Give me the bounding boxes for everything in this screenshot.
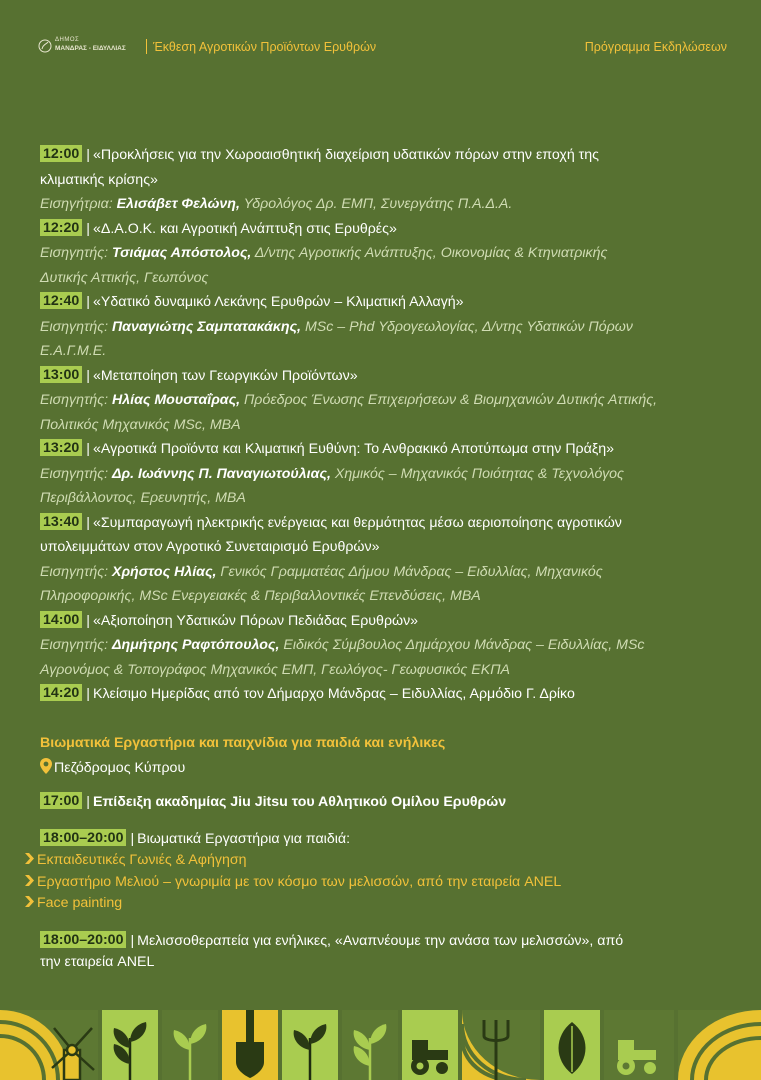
shovel-icon — [222, 1010, 278, 1080]
chevron-right-icon — [24, 853, 34, 864]
schedule-item — [40, 364, 740, 438]
schedule-title-line — [40, 511, 740, 536]
list-item-text: Face painting — [37, 895, 123, 911]
talk-title: «Δ.Α.Ο.Κ. και Αγροτική Ανάπτυξη στις Ερυθρές» — [92, 220, 397, 237]
speaker-desc-cont: Πληροφορικής, MSc Ενεργειακές & Περιβαλλοντικές Επενδύσεις, MBA — [40, 588, 481, 604]
schedule-item — [40, 609, 740, 683]
schedule-title-line — [40, 217, 740, 242]
speaker-label: Εισηγητής: — [40, 245, 109, 261]
talk-title: «Αξιοποίηση Υδατικών Πόρων Πεδιάδας Ερυθρών» — [92, 612, 419, 629]
speaker-label: Εισηγητής: — [40, 465, 109, 482]
schedule-item — [40, 511, 740, 609]
time-badge: 14:20 — [40, 684, 82, 701]
speaker-desc-cont: Αγρονόμος & Τοπογράφος Μηχανικός ΕΜΠ, Γεωλόγος- Γεωφυσικός ΕΚΠΑ — [40, 661, 510, 678]
time-badge: 14:00 — [40, 611, 82, 628]
schedule-title-line — [40, 143, 740, 168]
talk-title: «Αγροτικά Προϊόντα και Κλιματική Ευθύνη: Το Ανθρακικό Αποτύπωμα στην Πράξη» — [92, 441, 614, 457]
speaker-desc: Πρόεδρος Ένωσης Επιχειρήσεων & Βιομηχανιών Δυτικής Αττικής, — [244, 392, 658, 408]
event-line — [40, 931, 623, 952]
speaker-label: Εισηγητής: — [40, 563, 109, 580]
speaker-line — [40, 633, 740, 658]
schedule-item — [40, 217, 740, 291]
speaker-name: Τσιάμας Απόστολος, — [112, 245, 252, 261]
speaker-desc: MSc – Phd Υδρογεωλογίας, Δ/ντης Υδατικών Πόρων — [304, 318, 633, 335]
municipality-logo — [38, 36, 144, 58]
speaker-name: Δρ. Ιωάννης Π. Παναγιωτούλιας, — [112, 465, 331, 482]
time-badge: 13:00 — [40, 366, 82, 383]
time-badge: 12:00 — [40, 145, 82, 162]
schedule-title-line — [40, 682, 740, 707]
time-badge: 17:00 — [40, 792, 82, 809]
separator: | — [86, 367, 90, 384]
chevron-right-icon — [24, 875, 34, 886]
talk-title: «Συμπαραγωγή ηλεκτρικής ενέργειας και θερμότητας μέσω αεριοποίησης αγροτικών — [92, 514, 622, 531]
kids-workshop-event — [40, 829, 350, 850]
kids-workshop-list — [24, 850, 561, 915]
schedule-title-line — [40, 364, 740, 389]
separator: | — [86, 147, 90, 163]
sprout-icon — [282, 1010, 338, 1080]
jiujitsu-event — [40, 792, 506, 813]
tractor-icon — [604, 1010, 674, 1080]
time-badge: 13:40 — [40, 513, 82, 530]
logo-text-top: ΔΗΜΟΣ — [55, 37, 80, 43]
time-badge: 18:00–20:00 — [40, 829, 126, 846]
logo-emblem-icon — [38, 38, 52, 54]
speaker-desc-cont: Δυτικής Αττικής, Γεωπόνος — [40, 269, 209, 286]
separator: | — [86, 686, 90, 702]
schedule-title-line — [40, 609, 740, 634]
talk-title: Κλείσιμο Ημερίδας από τον Δήμαρχο Μάνδρας – Ειδυλλίας, Αρμόδιο Γ. Δρίκο — [92, 686, 575, 702]
tractor-icon — [402, 1010, 458, 1080]
talk-title: «Προκλήσεις για την Χωροαισθητική διαχείριση υδατικών πόρων στην εποχή της — [92, 147, 599, 163]
event-text: Επίδειξη ακαδημίας Jiu Jitsu του Αθλητικού Ομίλου Ερυθρών — [92, 794, 507, 810]
speaker-label: Εισηγητής: — [40, 318, 109, 335]
workshops-title: Βιωματικά Εργαστήρια και παιχνίδια για παιδιά και ενήλικες — [40, 735, 446, 751]
windmill-icon — [0, 1010, 98, 1080]
speaker-desc: Ειδικός Σύμβουλος Δημάρχου Μάνδρας – Ειδυλλίας, MSc — [283, 637, 645, 653]
speaker-line — [40, 192, 740, 217]
header-program-label: Πρόγραμμα Εκδηλώσεων — [584, 40, 727, 54]
header-title: Έκθεση Αγροτικών Προϊόντων Ερυθρών — [153, 40, 377, 54]
sprout-icon — [102, 1010, 158, 1080]
speaker-line — [40, 560, 740, 585]
event-line — [40, 829, 350, 850]
event-text-cont: την εταιρεία ANEL — [40, 954, 155, 970]
schedule-item — [40, 437, 740, 511]
talk-title-cont: κλιματικής κρίσης» — [40, 171, 158, 188]
schedule-item — [40, 143, 740, 217]
event-text: Βιωματικά Εργαστήρια για παιδιά: — [137, 831, 351, 847]
speaker-label: Εισηγητής: — [40, 637, 109, 653]
speaker-name: Ελισάβετ Φελώνη, — [116, 196, 240, 212]
location-text: Πεζόδρομος Κύπρου — [54, 760, 186, 776]
talk-title-cont: υπολειμμάτων στον Αγροτικό Συνεταιρισμό Ερυθρών» — [40, 539, 380, 555]
schedule-list — [40, 143, 740, 707]
time-badge: 12:20 — [40, 219, 82, 236]
speaker-line — [40, 388, 740, 413]
speaker-desc: Δ/ντης Αγροτικής Ανάπτυξης, Οικονομίας & Κτηνιατρικής — [254, 245, 608, 261]
speaker-line — [40, 462, 740, 487]
leaf-icon — [544, 1010, 600, 1080]
speaker-name: Παναγιώτης Σαμπατακάκης, — [112, 318, 301, 335]
schedule-title-line — [40, 168, 740, 193]
pitchfork-icon — [462, 1010, 540, 1080]
footer-decoration — [0, 1010, 761, 1080]
talk-title: «Μεταποίηση των Γεωργικών Προϊόντων» — [92, 367, 358, 384]
speaker-line — [40, 241, 740, 266]
talk-title: «Υδατικό δυναμικό Λεκάνης Ερυθρών – Κλιματική Αλλαγή» — [92, 294, 464, 310]
speaker-name: Δημήτρης Ραφτόπουλος, — [112, 637, 280, 653]
separator: | — [86, 441, 90, 457]
separator: | — [86, 794, 90, 810]
event-line-cont — [40, 952, 623, 973]
list-item-text: Εργαστήριο Μελιού – γνωριμία με τον κόσμο των μελισσών, από την εταιρεία ANEL — [37, 873, 562, 890]
schedule-title-line — [40, 290, 740, 315]
speaker-line — [40, 315, 740, 340]
sprout-icon — [162, 1010, 218, 1080]
schedule-title-line — [40, 437, 740, 462]
speaker-desc: Χημικός – Μηχανικός Ποιότητας & Τεχνολόγος — [334, 465, 624, 482]
sun-arc-icon — [678, 1010, 761, 1080]
schedule-item — [40, 682, 740, 707]
separator: | — [130, 831, 135, 847]
schedule-title-line — [40, 535, 740, 560]
time-badge: 18:00–20:00 — [40, 931, 126, 948]
speaker-label: Εισηγήτρια: — [40, 196, 113, 212]
event-line — [40, 792, 506, 813]
sprout-icon — [342, 1010, 398, 1080]
list-item — [24, 850, 561, 872]
separator: | — [86, 612, 90, 629]
event-text: Μελισσοθεραπεία για ενήλικες, «Αναπνέουμε την ανάσα των μελισσών», από — [137, 933, 624, 949]
speaker-desc-cont: Ε.Α.Γ.Μ.Ε. — [40, 343, 107, 359]
speaker-label: Εισηγητής: — [40, 392, 109, 408]
speaker-name: Ηλίας Μουσταΐρας, — [112, 392, 241, 408]
header — [38, 36, 727, 58]
list-item — [24, 872, 561, 894]
adults-workshop-event — [40, 931, 623, 973]
time-badge: 13:20 — [40, 439, 82, 456]
speaker-desc-cont: Περιβάλλοντος, Ερευνητής, MBA — [40, 490, 246, 506]
separator: | — [86, 220, 90, 237]
separator: | — [86, 294, 90, 310]
speaker-name: Χρήστος Ηλίας, — [112, 563, 217, 580]
schedule-item — [40, 290, 740, 364]
list-item-text: Εκπαιδευτικές Γωνιές & Αφήγηση — [37, 852, 247, 868]
speaker-desc-cont: Πολιτικός Μηχανικός MSc, MBA — [40, 416, 241, 433]
location — [40, 758, 185, 778]
separator: | — [130, 933, 135, 949]
chevron-right-icon — [24, 896, 34, 907]
speaker-desc: Γενικός Γραμματέας Δήμου Μάνδρας – Ειδυλλίας, Μηχανικός — [220, 563, 603, 580]
location-pin-icon — [40, 758, 52, 774]
logo-text-bottom: ΜΑΝΔΡΑΣ - ΕΙΔΥΛΛΙΑΣ — [55, 45, 126, 52]
separator: | — [86, 514, 90, 531]
list-item — [24, 893, 561, 915]
time-badge: 12:40 — [40, 292, 82, 309]
header-divider — [146, 39, 147, 54]
speaker-desc: Υδρολόγος Δρ. ΕΜΠ, Συνεργάτης Π.Α.Δ.Α. — [243, 196, 513, 212]
